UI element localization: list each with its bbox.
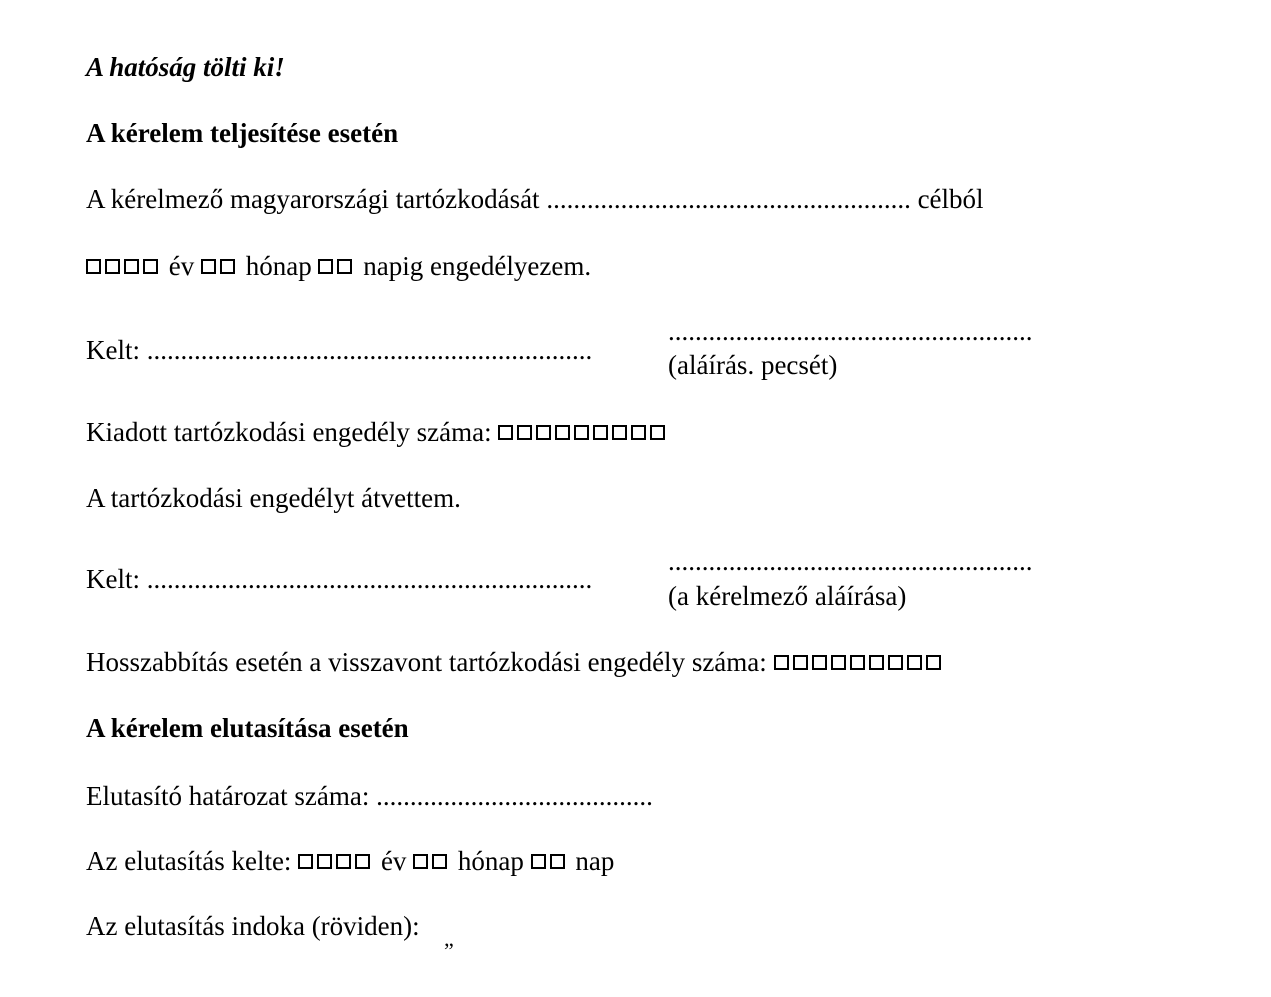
rejection-month-boxes[interactable] [413, 848, 451, 875]
digit-box[interactable] [793, 655, 808, 670]
decision-number-label: Elutasító határozat száma: [86, 781, 370, 811]
digit-box[interactable] [593, 425, 608, 440]
decision-number-dots[interactable]: ......................................... [376, 781, 653, 811]
digit-box[interactable] [850, 655, 865, 670]
digit-box[interactable] [355, 854, 370, 869]
digit-box[interactable] [831, 655, 846, 670]
duration-line [86, 253, 591, 280]
digit-box[interactable] [555, 425, 570, 440]
digit-box[interactable] [812, 655, 827, 670]
received-text: A tartózkodási engedélyt átvettem. [86, 483, 461, 513]
applicant-signature-dots[interactable]: ...................................................... [668, 546, 1033, 576]
digit-box[interactable] [317, 854, 332, 869]
digit-box[interactable] [143, 259, 158, 274]
digit-box[interactable] [550, 854, 565, 869]
signature-dots[interactable]: ...................................................... [668, 316, 1033, 346]
digit-box[interactable] [318, 259, 333, 274]
digit-box[interactable] [337, 259, 352, 274]
digit-box[interactable] [498, 425, 513, 440]
digit-box[interactable] [413, 854, 428, 869]
permit-number-label: Kiadott tartózkodási engedély száma: [86, 417, 492, 447]
rejection-month-label: hónap [457, 846, 524, 876]
extension-line [86, 649, 945, 676]
purpose-suffix: célból [917, 184, 984, 214]
digit-box[interactable] [517, 425, 532, 440]
purpose-fill-dots[interactable]: ...................................................... [546, 184, 911, 214]
digit-box[interactable] [86, 259, 101, 274]
month-label: hónap [245, 251, 312, 281]
month-boxes[interactable] [201, 253, 239, 280]
date-label: Kelt: [86, 335, 140, 365]
digit-box[interactable] [650, 425, 665, 440]
digit-box[interactable] [888, 655, 903, 670]
applicant-signature-caption: (a kérelmező aláírása) [668, 581, 907, 611]
date-fill-dots[interactable]: .................................................................. [146, 335, 593, 365]
digit-box[interactable] [907, 655, 922, 670]
rejection-heading: A kérelem elutasítása esetén [86, 713, 409, 743]
date2-line [86, 566, 592, 593]
extension-label: Hosszabbítás esetén a visszavont tartózkodási engedély száma: [86, 647, 767, 677]
digit-box[interactable] [531, 854, 546, 869]
rejection-reason-label: Az elutasítás indoka (röviden): [86, 911, 420, 941]
digit-box[interactable] [574, 425, 589, 440]
date-line [86, 337, 592, 364]
authority-fill-note: A hatóság tölti ki! [86, 52, 285, 82]
rejection-day-boxes[interactable] [531, 848, 569, 875]
day-label: napig engedélyezem. [363, 251, 592, 281]
signature-caption: (aláírás. pecsét) [668, 350, 838, 380]
day-boxes[interactable] [318, 253, 356, 280]
closing-quote: ” [444, 938, 454, 963]
approval-heading: A kérelem teljesítése esetén [86, 118, 399, 148]
digit-box[interactable] [869, 655, 884, 670]
rejection-year-label: év [380, 846, 407, 876]
revoked-permit-boxes[interactable] [774, 649, 945, 676]
digit-box[interactable] [298, 854, 313, 869]
decision-number-line [86, 783, 653, 810]
permit-number-line [86, 419, 669, 446]
purpose-prefix: A kérelmező magyarországi tartózkodását [86, 184, 540, 214]
digit-box[interactable] [612, 425, 627, 440]
digit-box[interactable] [432, 854, 447, 869]
digit-box[interactable] [124, 259, 139, 274]
digit-box[interactable] [201, 259, 216, 274]
year-boxes[interactable] [86, 253, 162, 280]
digit-box[interactable] [774, 655, 789, 670]
rejection-year-boxes[interactable] [298, 848, 374, 875]
digit-box[interactable] [336, 854, 351, 869]
digit-box[interactable] [631, 425, 646, 440]
rejection-date-label: Az elutasítás kelte: [86, 846, 292, 876]
digit-box[interactable] [926, 655, 941, 670]
rejection-date-line [86, 848, 614, 875]
permit-number-boxes[interactable] [498, 419, 669, 446]
rejection-day-label: nap [575, 846, 615, 876]
date2-label: Kelt: [86, 564, 140, 594]
digit-box[interactable] [220, 259, 235, 274]
purpose-line [86, 186, 984, 213]
year-label: év [168, 251, 195, 281]
date2-fill-dots[interactable]: .................................................................. [146, 564, 593, 594]
digit-box[interactable] [105, 259, 120, 274]
digit-box[interactable] [536, 425, 551, 440]
